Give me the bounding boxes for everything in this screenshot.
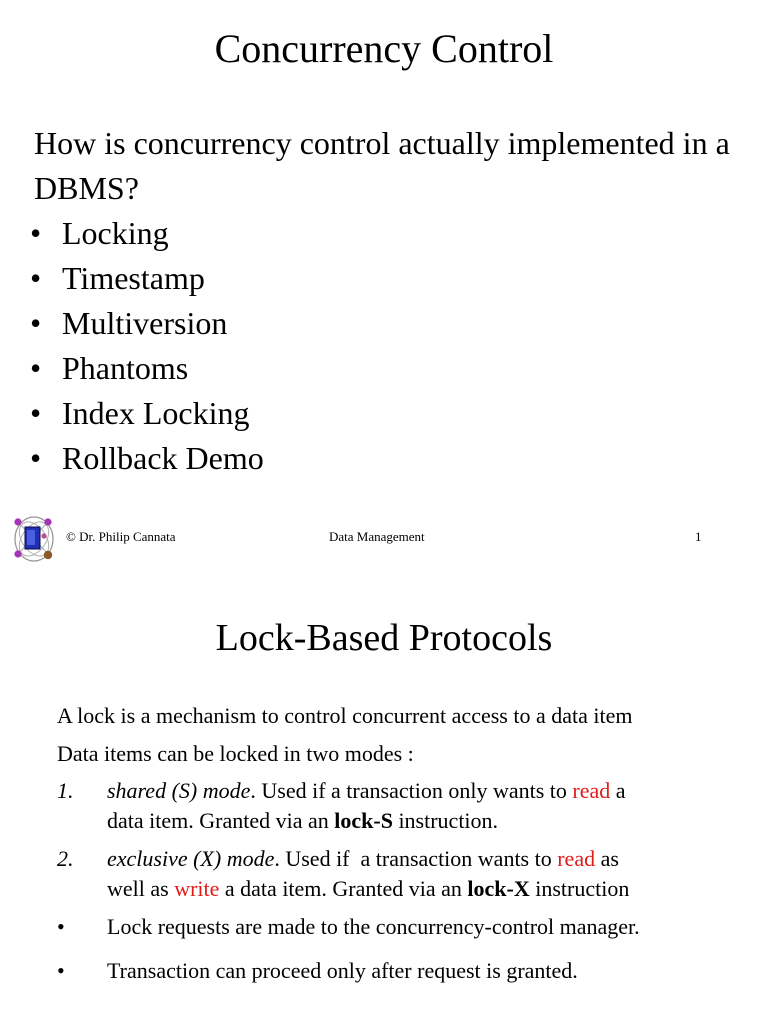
item-text: as: [595, 846, 619, 871]
footer-page-number: 1: [695, 529, 702, 544]
item-body: [107, 844, 629, 904]
list-item-label: Locking: [62, 215, 169, 251]
item-text: a: [610, 778, 626, 803]
list-item-label: Rollback Demo: [62, 440, 264, 476]
question-text: How is concurrency control actually implemented in a DBMS?: [34, 125, 730, 206]
footer-course: Data Management: [329, 529, 425, 544]
item-text: instruction: [529, 876, 630, 901]
list-item-label: Lock requests are made to the concurrency-control manager.: [107, 914, 640, 939]
item-text: well as: [107, 876, 175, 901]
write-keyword: write: [174, 876, 220, 901]
mode-name: exclusive (X) mode: [107, 846, 275, 871]
list-item-label: Multiversion: [62, 305, 228, 341]
bullet-glyph: •: [30, 395, 42, 431]
bullet-glyph: •: [57, 958, 65, 983]
list-item: [30, 346, 264, 391]
molecule-logo-icon: [12, 512, 56, 564]
list-item: [30, 436, 264, 481]
item-number: 1.: [57, 778, 74, 803]
bullet-glyph: •: [30, 350, 42, 386]
intro-text: A lock is a mechanism to control concurrent access to a data item: [57, 703, 633, 728]
list-item: [30, 256, 264, 301]
intro-text: Data items can be locked in two modes :: [57, 741, 414, 766]
lock-x-keyword: lock-X: [467, 876, 530, 901]
list-item-label: Phantoms: [62, 350, 189, 386]
item-text: a data item. Granted via an: [219, 876, 468, 901]
item-number: 2.: [57, 846, 74, 871]
list-item-label: Index Locking: [62, 395, 250, 431]
slide-lock-based-protocols: [0, 590, 768, 1024]
item-body: [107, 776, 626, 836]
read-keyword: read: [557, 846, 596, 871]
item-text: instruction.: [392, 808, 499, 833]
list-item: [30, 301, 264, 346]
footer-author: © Dr. Philip Cannata: [66, 529, 176, 544]
item-text: . Used if a transaction only wants to: [250, 778, 573, 803]
list-item-label: Timestamp: [62, 260, 205, 296]
list-item: [30, 391, 264, 436]
bullet-glyph: •: [57, 914, 65, 939]
list-item-label: Transaction can proceed only after request is granted.: [107, 958, 578, 983]
read-keyword: read: [572, 778, 611, 803]
slide-title: Concurrency Control: [214, 26, 554, 71]
bullet-glyph: •: [30, 260, 42, 296]
bullet-glyph: •: [30, 215, 42, 251]
mode-name: shared (S) mode: [107, 778, 251, 803]
bullet-glyph: •: [30, 305, 42, 341]
item-text: . Used if a transaction wants to: [274, 846, 558, 871]
slide-title: Lock-Based Protocols: [215, 617, 553, 659]
item-text: data item. Granted via an: [107, 808, 335, 833]
topic-list: [30, 211, 264, 481]
bullet-glyph: •: [30, 440, 42, 476]
list-item: [30, 211, 264, 256]
lock-s-keyword: lock-S: [334, 808, 393, 833]
